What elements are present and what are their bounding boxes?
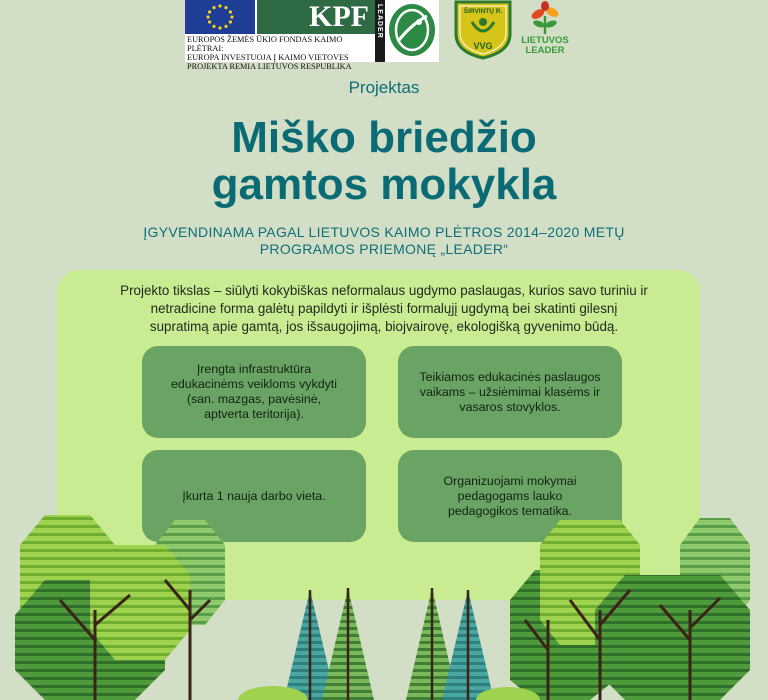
leader-plant-icon bbox=[520, 0, 570, 36]
card-line: aptverta teritorija). bbox=[204, 407, 304, 421]
goal-line: supratimą apie gamtą, jos išsaugojimą, biojvairovę, ekologišką gyvenimo būdą. bbox=[149, 319, 619, 334]
kpf-logo-text: KPF bbox=[257, 0, 375, 34]
goal-line: netradicine forma galėtų papildyti ir išplėsti formalųjį ugdymą bei skatinti gilesnį bbox=[150, 301, 618, 316]
pine-green-right bbox=[406, 588, 458, 700]
pre-title: Projektas bbox=[348, 78, 420, 97]
eu-line: PROJEKTA REMIA LIETUVOS RESPUBLIKA bbox=[187, 62, 352, 71]
card-line: Įrengta infrastruktūra bbox=[196, 362, 312, 376]
page-title bbox=[0, 114, 768, 208]
sirvintu-vvg-logo bbox=[452, 0, 514, 60]
lt-leader-line2: LEADER bbox=[525, 45, 565, 56]
eu-line: EUROPA INVESTUOJA Į KAIMO VIETOVES bbox=[187, 53, 349, 62]
card-line: pedagogams lauko bbox=[457, 488, 563, 503]
bush-right bbox=[476, 687, 540, 700]
eu-flag-icon bbox=[185, 0, 255, 34]
card-line: vaikams – užsiėmimai klasėms ir bbox=[419, 384, 601, 399]
title-line-2: gamtos mokykla bbox=[211, 160, 557, 209]
leader-logo bbox=[375, 0, 439, 62]
pine-green-left bbox=[322, 588, 374, 700]
goal-line: Projekto tikslas – siūlyti kokybiškas neformalaus ugdymo paslaugas, kurios savo turiniu ir bbox=[120, 283, 648, 298]
sponsor-logos bbox=[185, 0, 570, 71]
card-line: Teikiamos edukacinės paslaugos bbox=[419, 369, 601, 384]
card-line: vasaros stovyklos. bbox=[459, 399, 561, 414]
vvg-bottom-text: VVG bbox=[473, 41, 493, 51]
bush-left bbox=[238, 686, 308, 700]
title-line-1: Miško briedžio bbox=[231, 113, 537, 162]
card-line: Įkurta 1 nauja darbo vieta. bbox=[182, 488, 326, 503]
lt-leader-line1: LIETUVOS bbox=[521, 35, 569, 46]
card-line: Organizuojami mokymai bbox=[443, 473, 577, 488]
card-line: (san. mazgas, pavėsinė, bbox=[186, 392, 322, 406]
card-line: pedagogikos tematika. bbox=[448, 503, 572, 518]
leader-emblem-icon bbox=[389, 4, 435, 56]
card-teacher-training bbox=[398, 450, 622, 542]
pine-teal-left bbox=[284, 590, 336, 700]
project-goal bbox=[100, 282, 668, 336]
pine-teal-right bbox=[442, 590, 494, 700]
vvg-top-text: ŠIRVINTŲ R. bbox=[463, 8, 503, 15]
tree-branches-right bbox=[525, 590, 720, 700]
eu-kpf-logo bbox=[185, 0, 375, 71]
subtitle bbox=[120, 224, 648, 258]
eu-line: EUROPOS ŽEMĖS ŪKIO FONDAS KAIMO PLĖTRAI: bbox=[187, 35, 343, 53]
lietuvos-leader-logo bbox=[520, 0, 570, 62]
subtitle-line-1: ĮGYVENDINAMA PAGAL LIETUVOS KAIMO PLĖTROS 2014–2020 METŲ bbox=[143, 224, 625, 240]
card-education-services bbox=[398, 346, 622, 438]
card-line: edukacinėms veikloms vykdyti bbox=[171, 377, 337, 391]
card-new-job bbox=[142, 450, 366, 542]
leader-bar-text: LEADER bbox=[376, 4, 383, 39]
subtitle-line-2: PROGRAMOS PRIEMONĘ „LEADER“ bbox=[259, 241, 509, 257]
card-infrastructure bbox=[142, 346, 366, 438]
